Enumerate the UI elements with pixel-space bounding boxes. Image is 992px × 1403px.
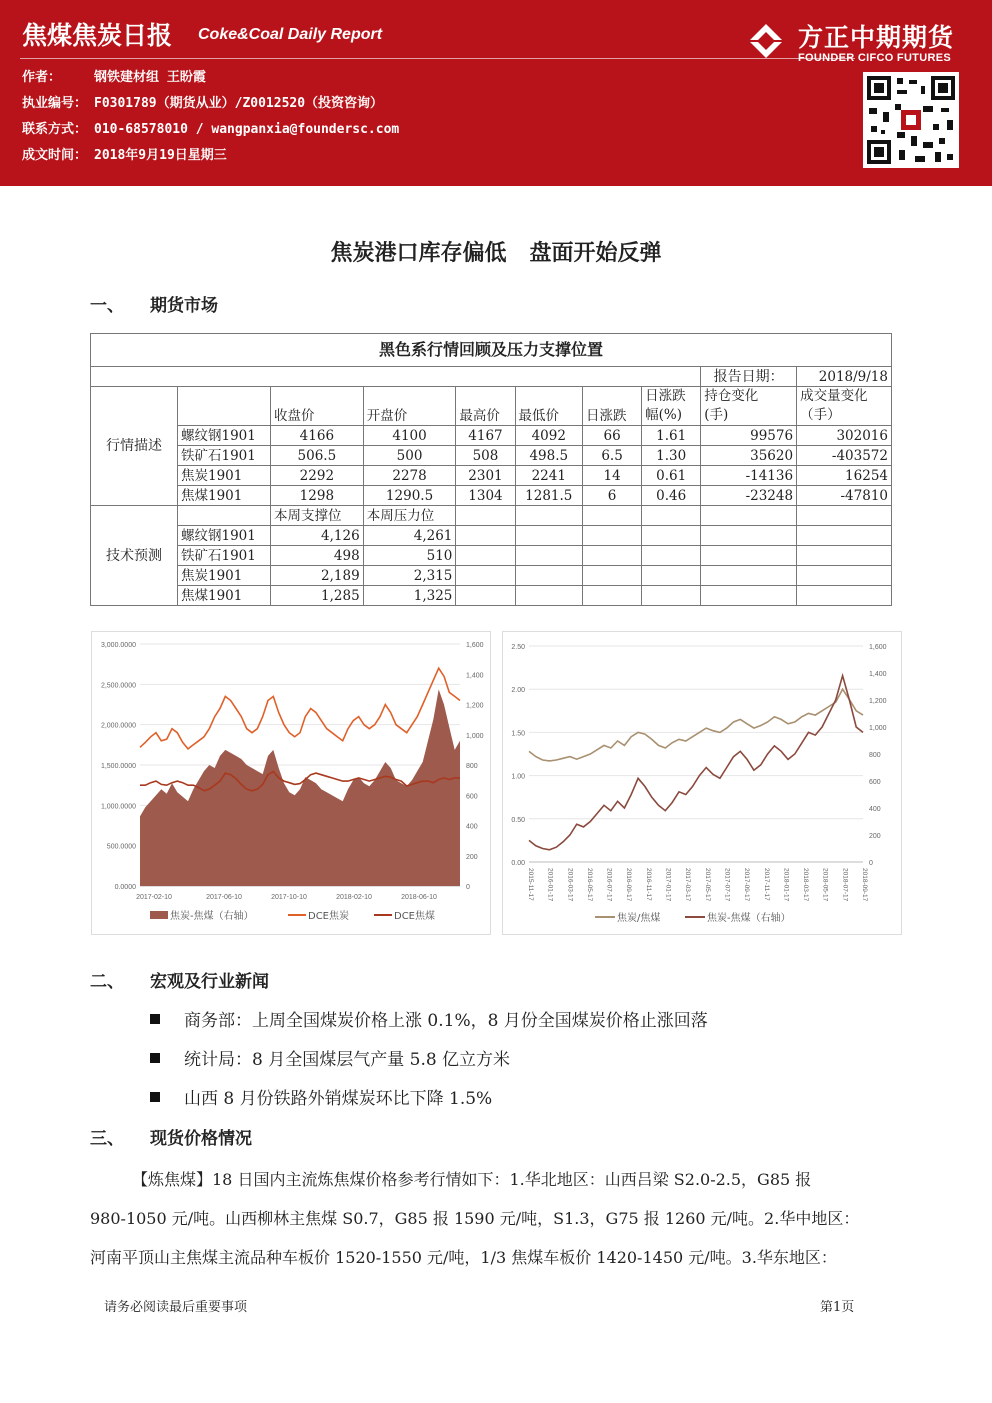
x-tick-label: 2017-06-10 <box>206 894 242 901</box>
x-tick-label: 2016-01-17 <box>546 868 554 902</box>
report-title-cn: 焦煤焦炭日报 <box>22 21 173 50</box>
x-tick-label: 2017-11-17 <box>762 868 770 901</box>
spot-paragraph-line: 980-1050 元/吨。山西柳林主焦煤 S0.7，G85 报 1590 元/吨，S1.3，G75 报 1260 元/吨。2.华中地区： <box>90 1209 860 1228</box>
col-change: 日涨跌 <box>583 387 642 426</box>
x-tick-label: 2017-10-10 <box>271 894 307 901</box>
x-tick-label: 2018-07-17 <box>841 868 849 902</box>
y2-tick-label: 1,000 <box>869 725 887 732</box>
date-line: 成文时间： 2018年9月19日星期三 <box>22 148 227 163</box>
series-line <box>529 689 863 761</box>
x-tick-label: 2017-07-17 <box>723 868 731 902</box>
header-divider <box>20 58 855 59</box>
col-support: 本周支撑位 <box>271 506 364 526</box>
section-heading-futures: 一、 期货市场 <box>90 296 218 316</box>
y2-tick-label: 800 <box>466 763 478 770</box>
series-line <box>140 668 460 749</box>
y2-tick-label: 800 <box>869 752 881 759</box>
report-date-label: 报告日期： <box>701 367 797 387</box>
table-row: 螺纹钢1901 4166 4100 4167 4092 66 1.61 99576 302016 <box>91 426 892 446</box>
qr-code-icon <box>863 72 959 168</box>
x-tick-label: 2018-06-10 <box>401 894 437 901</box>
table-row: 铁矿石1901 506.5 500 508 498.5 6.5 1.30 35620 -403572 <box>91 446 892 466</box>
x-tick-label: 2016-05-17 <box>585 868 593 902</box>
y-tick-label: 2.00 <box>511 687 525 695</box>
y2-tick-label: 1,000 <box>466 732 484 740</box>
col-oi-change: 持仓变化 (手) <box>701 387 797 426</box>
table-caption: 黑色系行情回顾及压力支撑位置 <box>91 334 892 367</box>
spot-paragraph-line: 河南平顶山主焦煤主流品种车板价 1520-1550 元/吨，1/3 焦煤车板价 1420-1450 元/吨。3.华东地区： <box>90 1248 837 1267</box>
col-change-pct: 日涨跌 幅(%) <box>642 387 701 426</box>
table-row: 焦煤1901 1,285 1,325 <box>91 586 892 606</box>
y2-tick-label: 1,400 <box>466 672 484 680</box>
legend-label: 焦炭-焦煤（右轴） <box>707 913 791 924</box>
y-tick-label: 0.0000 <box>114 884 136 891</box>
y-tick-label: 2,500.0000 <box>100 682 136 690</box>
spot-paragraph-line: 【炼焦煤】18 日国内主流炼焦煤价格参考行情如下：1.华北地区：山西吕梁 S2.0-2.5，G85 报 <box>132 1170 812 1189</box>
chart-coke-coal-spread <box>91 631 491 935</box>
bullet-square-icon <box>150 1092 160 1102</box>
x-tick-label: 2017-05-17 <box>703 868 711 902</box>
table-row: 焦煤1901 1298 1290.5 1304 1281.5 6 0.46 -23248 -47810 <box>91 486 892 506</box>
x-tick-label: 2017-02-10 <box>136 894 172 901</box>
logo-text-cn: 方正中期期货 <box>798 23 955 52</box>
news-item: 山西 8 月份铁路外销煤炭环比下降 1.5% <box>150 1084 492 1109</box>
chart-coke-coal-ratio <box>502 631 902 935</box>
x-tick-label: 2016-11-17 <box>644 868 652 901</box>
y2-tick-label: 600 <box>466 793 478 801</box>
section-heading-spot: 三、 现货价格情况 <box>90 1129 252 1149</box>
y-tick-label: 0.00 <box>511 860 525 867</box>
contact-line: 联系方式： 010-68578010 / wangpanxia@foundersc.com <box>22 122 400 137</box>
table-row: 铁矿石1901 498 510 <box>91 546 892 566</box>
y2-tick-label: 1,400 <box>869 671 887 678</box>
y-tick-label: 1,000.0000 <box>100 803 136 811</box>
logo-mark-icon <box>746 20 786 60</box>
header-rule <box>0 180 992 186</box>
x-tick-label: 2018-02-10 <box>336 894 372 901</box>
col-open: 开盘价 <box>363 387 456 426</box>
x-tick-label: 2018-05-17 <box>821 868 829 902</box>
series-line <box>529 676 863 850</box>
x-tick-label: 2018-03-17 <box>802 868 810 902</box>
news-item: 商务部：上周全国煤炭价格上涨 0.1%，8 月份全国煤炭价格止涨回落 <box>150 1006 708 1031</box>
y-tick-label: 1.00 <box>511 773 525 781</box>
col-resistance: 本周压力位 <box>363 506 456 526</box>
col-close: 收盘价 <box>271 387 364 426</box>
document-title: 焦炭港口库存偏低 盘面开始反弹 <box>330 241 662 266</box>
y-tick-label: 1.50 <box>511 730 525 738</box>
x-tick-label: 2016-07-17 <box>605 868 613 902</box>
series-area <box>140 689 460 886</box>
col-volume-change: 成交量变化 （手） <box>797 387 892 426</box>
x-tick-label: 2018-01-17 <box>782 868 790 902</box>
table-row: 螺纹钢1901 4,126 4,261 <box>91 526 892 546</box>
x-tick-label: 2016-09-17 <box>625 868 633 902</box>
bullet-square-icon <box>150 1014 160 1024</box>
y-tick-label: 1,500.0000 <box>100 763 136 770</box>
y2-tick-label: 600 <box>869 779 881 786</box>
col-high: 最高价 <box>456 387 515 426</box>
x-tick-label: 2017-01-17 <box>664 868 672 902</box>
legend-label: DCE焦煤 <box>394 911 436 922</box>
x-tick-label: 2015-11-17 <box>527 868 534 901</box>
y2-tick-label: 1,600 <box>869 644 887 651</box>
y-tick-label: 0.50 <box>511 816 525 824</box>
x-tick-label: 2017-09-17 <box>743 868 751 902</box>
y-tick-label: 3,000.0000 <box>100 642 136 649</box>
news-item: 统计局：8 月全国煤层气产量 5.8 亿立方米 <box>150 1045 510 1070</box>
y-tick-label: 500.0000 <box>106 843 136 851</box>
footer-disclaimer: 请务必阅读最后重要事项 <box>104 1300 248 1315</box>
y2-tick-label: 200 <box>869 833 881 840</box>
license-line: 执业编号： F0301789（期货从业）/Z0012520（投资咨询） <box>22 96 384 111</box>
author-line: 作者： 钢铁建材组 王盼霞 <box>22 70 206 85</box>
header-banner <box>0 0 992 180</box>
y2-tick-label: 1,600 <box>466 642 484 649</box>
report-date: 2018/9/18 <box>797 367 892 387</box>
table-row: 焦炭1901 2,189 2,315 <box>91 566 892 586</box>
table-row: 焦炭1901 2292 2278 2301 2241 14 0.61 -14136 16254 <box>91 466 892 486</box>
y2-tick-label: 1,200 <box>466 702 484 710</box>
y2-tick-label: 400 <box>869 806 881 813</box>
x-tick-label: 2017-03-17 <box>684 868 692 902</box>
bullet-square-icon <box>150 1053 160 1063</box>
y2-tick-label: 0 <box>869 860 873 867</box>
y2-tick-label: 400 <box>466 823 478 831</box>
market-label: 行情描述 <box>91 387 178 506</box>
x-tick-label: 2016-03-17 <box>566 868 574 902</box>
legend-label: 焦炭/焦煤 <box>617 913 661 924</box>
col-low: 最低价 <box>515 387 583 426</box>
legend-label: 焦炭-焦煤（右轴） <box>170 911 254 922</box>
y-tick-label: 2,000.0000 <box>100 722 136 730</box>
y2-tick-label: 0 <box>466 884 470 891</box>
legend-swatch <box>150 911 168 919</box>
y2-tick-label: 200 <box>466 853 478 861</box>
logo-text-en: FOUNDER CIFCO FUTURES <box>798 52 951 64</box>
x-tick-label: 2018-09-17 <box>861 868 868 902</box>
y2-tick-label: 1,200 <box>869 698 887 705</box>
y-tick-label: 2.50 <box>511 644 525 651</box>
market-table <box>90 333 892 606</box>
tech-label: 技术预测 <box>91 506 178 606</box>
legend-label: DCE焦炭 <box>308 911 350 922</box>
section-heading-news: 二、 宏观及行业新闻 <box>90 972 269 992</box>
footer-page-number: 第1页 <box>820 1300 855 1315</box>
report-title-en: Coke&Coal Daily Report <box>198 26 383 43</box>
